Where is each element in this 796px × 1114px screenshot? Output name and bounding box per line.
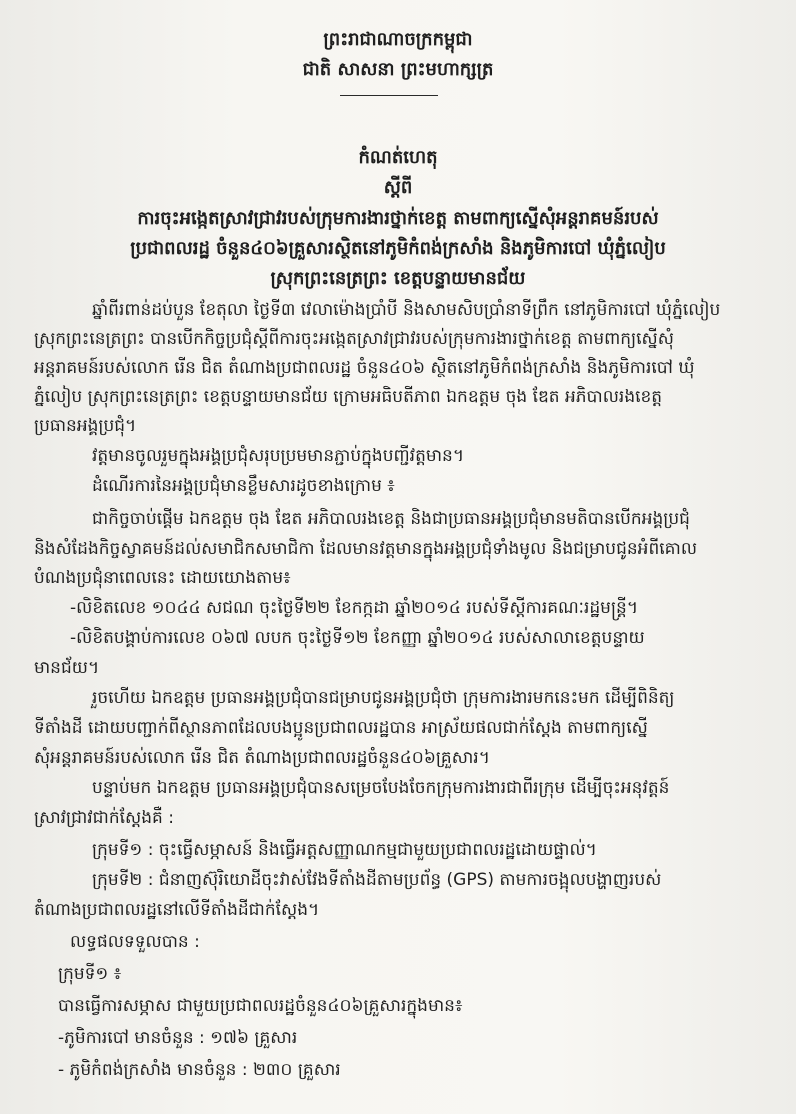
body-line: និងសំដែងកិច្ចស្វាគមន៍ដល់សមាជិកសមាជិកា ដែលមានវត្តមានក្នុងអង្គប្រជុំទាំងមូល និងជម្រាបជូនអំពីគោល (34, 539, 697, 559)
team-1-heading: ក្រុមទី១ ៖ (58, 964, 122, 984)
reference-item: -លិខិតបង្គាប់ការលេខ ០៦៧ លបក ចុះថ្ងៃទី១២ ខែកញ្ញា ឆ្នាំ២០១៤ របស់សាលាខេត្តបន្ទាយ (70, 628, 645, 648)
body-line: ស្រាវជ្រាវជាក់ស្តែងគឺ : (34, 808, 174, 828)
body-line: រួចហើយ ឯកឧត្តម ប្រធានអង្គប្រជុំបានជម្រាបជូនអង្គប្រជុំថា ក្រុមការងារមកនេះមក ដើម្បីពិនិត្យ (92, 688, 675, 708)
village-count: - ភូមិកំពង់ក្រសាំង មានចំនួន : ២៣០ គ្រួសារ (58, 1060, 341, 1080)
body-line: ស្រុកព្រះនេត្រព្រះ បានបើកកិច្ចប្រជុំស្តីពីការចុះអង្កេតស្រាវជ្រាវរបស់ក្រុមការងារថ្នាក់ខេត្ត តាមពាក្យស្នើសុំ (34, 329, 674, 349)
reference-item: -លិខិតលេខ ១០៤៤ សជណ ចុះថ្ងៃទី២២ ខែកក្កដា ឆ្នាំ២០១៤ របស់ទីស្តីការគណៈរដ្ឋមន្ត្រី។ (70, 598, 639, 618)
document-title: កំណត់ហេតុ (358, 147, 438, 168)
body-line: ដំណើរការនៃអង្គប្រជុំមានខ្លឹមសារដូចខាងក្រោម ៖ (92, 476, 395, 496)
subject-line: ប្រជាពលរដ្ឋ ចំនួន៤០៦គ្រួសារស្ថិតនៅភូមិកំពង់ក្រសាំង និងភូមិការបៅ ឃុំភ្នំលៀប (130, 238, 666, 259)
village-count: -ភូមិការបៅ មានចំនួន : ១៧៦ គ្រួសារ (58, 1028, 298, 1048)
subject-line: ការចុះអង្កេតស្រាវជ្រាវរបស់ក្រុមការងារថ្នាក់ខេត្ត តាមពាក្យស្នើសុំអន្តរាគមន៍របស់ (137, 208, 659, 229)
body-line: មានជ័យ។ (34, 658, 100, 678)
kingdom-heading: ព្រះរាជាណាចក្រកម្ពុជា (323, 29, 473, 50)
header-divider (340, 95, 438, 96)
body-line: វត្តមានចូលរួមក្នុងអង្គប្រជុំសរុបប្រមមានភ្ជាប់ក្នុងបញ្ជីវត្តមាន។ (92, 446, 465, 466)
team-1-task: ក្រុមទី១ : ចុះធ្វើសម្ភាសន៍ និងធ្វើអត្តសញ្ញាណកម្មជាមួយប្រជាពលរដ្ឋដោយផ្ទាល់។ (92, 840, 597, 860)
body-line: ឆ្នាំពីរពាន់ដប់បួន ខែតុលា ថ្ងៃទី៣ វេលាម៉ោងប្រាំបី និងសាមសិបប្រាំនាទីព្រឹក នៅភូមិការបៅ ឃុំភ្នំលៀប (92, 300, 721, 320)
subject-line: ស្រុកព្រះនេត្រព្រះ ខេត្តបន្ទាយមានជ័យ (270, 268, 526, 289)
results-heading: លទ្ធផលទទួលបាន : (70, 932, 200, 952)
body-line: ទីតាំងដី ដោយបញ្ជាក់ពីស្ថានភាពដែលបងប្អូនប្រជាពលរដ្ឋបាន អាស្រ័យផលជាក់ស្តែង តាមពាក្យស្នើ (34, 718, 648, 738)
national-motto: ជាតិ សាសនា ព្រះមហាក្សត្រ (302, 59, 494, 80)
body-line: អន្តរាគមន៍របស់លោក រើន ជិត តំណាងប្រជាពលរដ្ឋ ចំនួន៤០៦ ស្ថិតនៅភូមិកំពង់ក្រសាំង និងភូមិការបៅ ឃុំ (34, 358, 695, 378)
body-line: សុំអន្តរាគមន៍របស់លោក រើន ជិត តំណាងប្រជាពលរដ្ឋចំនួន៤០៦គ្រួសារ។ (34, 748, 490, 768)
body-line: ជាកិច្ចចាប់ផ្តើម ឯកឧត្តម ចុង ឌែត អភិបាលរងខេត្ត និងជាប្រធានអង្គប្រជុំមានមតិបានបើកអង្គប្រជុំ (92, 509, 690, 529)
body-line: បន្ទាប់មក ឯកឧត្តម ប្រធានអង្គប្រជុំបានសម្រេចបែងចែកក្រុមការងារជាពីរក្រុម ដើម្បីចុះអនុវត្តន៍ (92, 778, 670, 798)
body-line: បានធ្វើការសម្ភាស ជាមួយប្រជាពលរដ្ឋចំនួន៤០៦គ្រួសារក្នុងមាន៖ (58, 996, 463, 1016)
body-line: តំណាងប្រជាពលរដ្ឋនៅលើទីតាំងដីជាក់ស្តែង។ (34, 900, 320, 920)
body-line: ប្រធានអង្គប្រជុំ។ (34, 416, 137, 436)
body-line: បំណងប្រជុំនាពេលនេះ ដោយយោងតាម៖ (34, 568, 291, 588)
subject-label: ស្តីពី (383, 177, 413, 198)
team-2-task: ក្រុមទី២ : ជំនាញស៊ុរិយោដីចុះវាស់វែងទីតាំងដីតាមប្រព័ន្ធ (GPS) តាមការចង្អុលបង្ហាញរបស់ (92, 870, 662, 890)
body-line: ភ្នំលៀប ស្រុកព្រះនេត្រព្រះ ខេត្តបន្ទាយមានជ័យ ក្រោមអធិបតីភាព ឯកឧត្តម ចុង ឌែត អភិបាលរងខេត្ត (34, 387, 663, 407)
